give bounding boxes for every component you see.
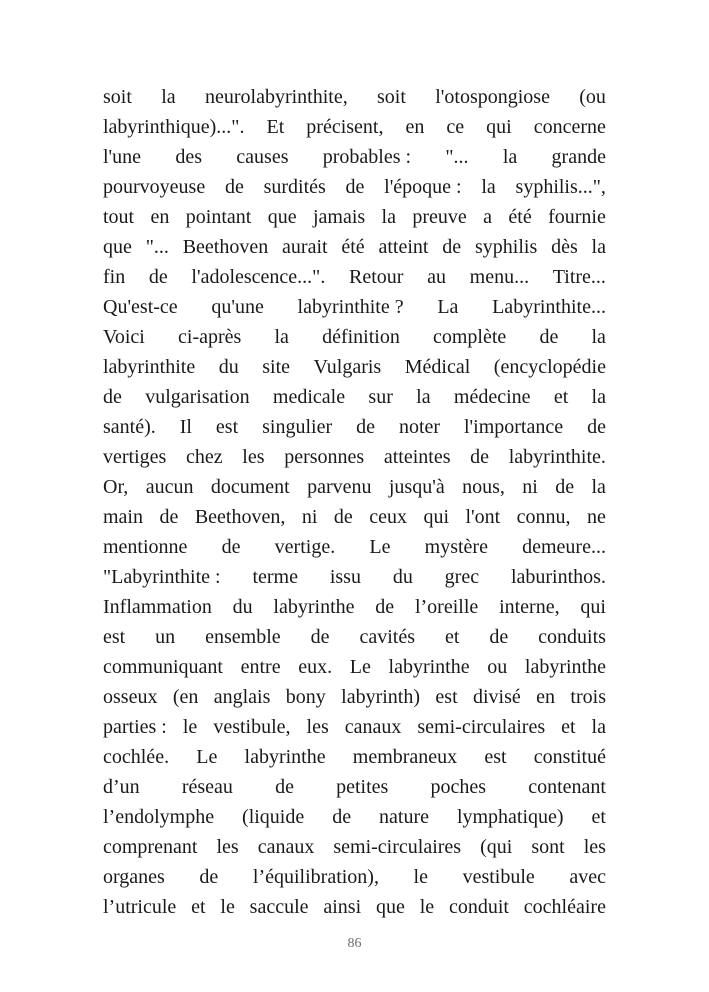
word: organes — [103, 866, 165, 888]
text-line — [103, 262, 606, 292]
word: labyrinthite ? — [297, 296, 404, 318]
word: Beethoven, — [194, 506, 286, 528]
word: divisé — [473, 686, 521, 708]
word: issu — [329, 566, 361, 588]
word: l’oreille — [414, 596, 479, 618]
word: Labyrinthite... — [492, 296, 606, 318]
word: vertiges — [103, 446, 167, 468]
word: le — [413, 866, 428, 888]
word: précisent, — [306, 116, 384, 138]
word: ci-après — [178, 326, 242, 348]
word: fournie — [548, 206, 606, 228]
word: la — [381, 206, 396, 228]
text-line — [103, 232, 606, 262]
word: l'une — [103, 146, 142, 168]
word: Or, — [103, 476, 129, 498]
word: la — [591, 476, 606, 498]
text-line — [103, 652, 606, 682]
word: sont — [531, 836, 565, 858]
word: anglais — [213, 686, 271, 708]
text-block — [103, 82, 606, 922]
word: cavités — [359, 626, 415, 648]
word: l'importance — [464, 416, 564, 438]
word: de — [332, 806, 352, 828]
word: labyrinthe — [244, 746, 326, 768]
word: "Labyrinthite : — [103, 566, 221, 588]
word: de — [221, 536, 241, 558]
word: membraneux — [352, 746, 458, 768]
word: d’un — [103, 776, 140, 798]
word: conduit — [448, 896, 509, 918]
text-line — [103, 622, 606, 652]
text-line — [103, 352, 606, 382]
word: constitué — [533, 746, 606, 768]
word: labyrinthe — [273, 596, 355, 618]
word: demeure... — [522, 536, 606, 558]
word: noter — [398, 416, 441, 438]
word: site — [262, 356, 291, 378]
word: document — [210, 476, 290, 498]
word: canaux — [257, 836, 315, 858]
word: de — [333, 506, 353, 528]
word: pourvoyeuse — [103, 176, 206, 198]
word: Le — [369, 536, 391, 558]
word: et — [553, 386, 569, 408]
word: aucun — [145, 476, 194, 498]
text-line — [103, 142, 606, 172]
word: terme — [252, 566, 298, 588]
word: ou — [487, 656, 508, 678]
word: main — [103, 506, 143, 528]
word: l’équilibration), — [252, 866, 379, 888]
word: sur — [368, 386, 393, 408]
word: l'ont — [465, 506, 501, 528]
word: (ou — [579, 86, 606, 108]
word: "... — [445, 146, 469, 168]
word: et — [591, 806, 606, 828]
word: l’utricule — [103, 896, 177, 918]
word: poches — [430, 776, 487, 798]
word: les — [242, 446, 265, 468]
word: la — [481, 176, 496, 198]
word: mystère — [424, 536, 488, 558]
word: la — [274, 326, 289, 348]
word: chez — [185, 446, 223, 468]
word: mentionne — [103, 536, 188, 558]
word: de — [442, 236, 462, 258]
word: l’endolymphe — [103, 806, 215, 828]
word: nature — [379, 806, 429, 828]
word: du — [232, 596, 253, 618]
word: ceux — [369, 506, 407, 528]
word: en — [150, 206, 170, 228]
word: complète — [432, 326, 507, 348]
text-line — [103, 682, 606, 712]
word: la — [502, 146, 518, 168]
text-line — [103, 772, 606, 802]
word: canaux — [344, 716, 402, 738]
word: qui — [580, 596, 606, 618]
word: labyrinthe — [524, 656, 606, 678]
text-line — [103, 862, 606, 892]
text-line — [103, 382, 606, 412]
word: vestibule — [462, 866, 535, 888]
word: syphilis — [475, 236, 538, 258]
word: labyrinthe — [388, 656, 470, 678]
word: Voici — [103, 326, 145, 348]
word: causes — [236, 146, 289, 168]
word: (encyclopédie — [493, 356, 606, 378]
word: ne — [587, 506, 606, 528]
word: de — [470, 446, 490, 468]
word: nous, — [462, 476, 505, 498]
word: grande — [551, 146, 606, 168]
word: médecine — [453, 386, 531, 408]
word: de — [199, 866, 219, 888]
word: est — [435, 686, 458, 708]
word: a — [483, 206, 493, 228]
word: de — [159, 506, 179, 528]
word: est — [484, 746, 507, 768]
word: parvenu — [307, 476, 372, 498]
word: cochlée. — [103, 746, 170, 768]
word: menu... — [469, 266, 530, 288]
word: vestibule, — [213, 716, 291, 738]
word: dès — [551, 236, 578, 258]
word: semi-circulaires — [417, 716, 546, 738]
word: du — [218, 356, 239, 378]
word: osseux — [103, 686, 158, 708]
word: de — [489, 626, 509, 648]
word: neurolabyrinthite, — [204, 86, 348, 108]
text-line — [103, 502, 606, 532]
word: de — [148, 266, 168, 288]
word: jamais — [312, 206, 366, 228]
word: Qu'est-ce — [103, 296, 178, 318]
word: aurait — [282, 236, 328, 258]
word: connu, — [516, 506, 571, 528]
word: interne, — [499, 596, 560, 618]
word: ni — [301, 506, 318, 528]
word: des — [175, 146, 202, 168]
text-line — [103, 172, 606, 202]
word: la — [416, 386, 431, 408]
word: la — [591, 716, 606, 738]
text-line — [103, 472, 606, 502]
word: la — [591, 236, 606, 258]
text-line — [103, 832, 606, 862]
word: jusqu'à — [388, 476, 445, 498]
word: l'otospongiose — [435, 86, 550, 108]
word: Le — [196, 746, 218, 768]
word: été — [341, 236, 365, 258]
word: conduits — [538, 626, 606, 648]
word: entre — [240, 656, 281, 678]
text-line — [103, 592, 606, 622]
word: ainsi — [323, 896, 362, 918]
text-line — [103, 442, 606, 472]
word: un — [155, 626, 176, 648]
word: soit — [103, 86, 132, 108]
word: le — [419, 896, 435, 918]
word: avec — [569, 866, 606, 888]
word: les — [306, 716, 329, 738]
word: la — [161, 86, 176, 108]
word: définition — [322, 326, 400, 348]
word: personnes — [284, 446, 365, 468]
word: semi-circulaires — [333, 836, 462, 858]
word: La — [437, 296, 459, 318]
text-line — [103, 802, 606, 832]
word: soit — [377, 86, 406, 108]
word: de — [345, 176, 365, 198]
word: labyrinth) — [341, 686, 421, 708]
word: en — [405, 116, 425, 138]
word: saccule — [249, 896, 309, 918]
word: l'adolescence...". — [191, 266, 326, 288]
word: la — [591, 326, 606, 348]
text-line — [103, 892, 606, 922]
word: cochléaire — [523, 896, 606, 918]
word: concerne — [533, 116, 606, 138]
word: Vulgaris — [313, 356, 382, 378]
word: labyrinthique)...". — [103, 116, 245, 138]
word: vertige. — [274, 536, 336, 558]
word: le — [220, 896, 235, 918]
word: petites — [336, 776, 389, 798]
word: lymphatique) — [456, 806, 564, 828]
word: que — [375, 896, 405, 918]
word: laburinthos. — [510, 566, 606, 588]
word: de — [587, 416, 606, 438]
word: du — [392, 566, 413, 588]
word: qui — [486, 116, 512, 138]
word: fin — [103, 266, 126, 288]
word: de — [356, 416, 375, 438]
text-line — [103, 322, 606, 352]
word: et — [444, 626, 460, 648]
page-number: 86 — [347, 936, 362, 951]
word: tout — [103, 206, 135, 228]
word: de — [555, 476, 575, 498]
text-line — [103, 712, 606, 742]
word: est — [103, 626, 126, 648]
word: ensemble — [205, 626, 281, 648]
word: que — [267, 206, 297, 228]
text-line — [103, 82, 606, 112]
word: "... — [145, 236, 169, 258]
word: été — [508, 206, 532, 228]
word: la — [591, 386, 606, 408]
word: de — [375, 596, 395, 618]
word: eux. — [298, 656, 333, 678]
word: (liquide — [242, 806, 305, 828]
word: Titre... — [552, 266, 606, 288]
word: singulier — [262, 416, 333, 438]
word: labyrinthite. — [508, 446, 606, 468]
word: Et — [266, 116, 285, 138]
word: (en — [172, 686, 199, 708]
word: Il — [179, 416, 192, 438]
word: atteint — [378, 236, 429, 258]
word: le — [182, 716, 198, 738]
word: ni — [522, 476, 538, 498]
word: de — [275, 776, 294, 798]
word: de — [103, 386, 122, 408]
word: (qui — [480, 836, 513, 858]
word: Le — [349, 656, 371, 678]
word: Retour — [349, 266, 404, 288]
word: les — [583, 836, 606, 858]
word: que — [103, 236, 132, 258]
text-line — [103, 562, 606, 592]
word: qui — [423, 506, 450, 528]
word: contenant — [528, 776, 606, 798]
word: santé). — [103, 416, 156, 438]
word: trois — [570, 686, 606, 708]
word: medicale — [272, 386, 346, 408]
word: vulgarisation — [145, 386, 250, 408]
word: Beethoven — [182, 236, 269, 258]
text-line — [103, 412, 606, 442]
text-line — [103, 112, 606, 142]
word: surdités — [263, 176, 326, 198]
word: Médical — [404, 356, 471, 378]
word: bony — [285, 686, 326, 708]
word: comprenant — [103, 836, 198, 858]
word: Inflammation — [103, 596, 212, 618]
word: en — [536, 686, 556, 708]
word: preuve — [412, 206, 467, 228]
word: qu'une — [211, 296, 264, 318]
word: et — [561, 716, 576, 738]
word: pointant — [185, 206, 252, 228]
word: et — [191, 896, 206, 918]
word: ce — [446, 116, 465, 138]
text-line — [103, 742, 606, 772]
word: syphilis...", — [515, 176, 606, 198]
word: est — [215, 416, 239, 438]
word: atteintes — [383, 446, 451, 468]
word: communiquant — [103, 656, 223, 678]
text-line — [103, 202, 606, 232]
word: de — [310, 626, 330, 648]
word: au — [427, 266, 446, 288]
word: grec — [444, 566, 480, 588]
word: réseau — [181, 776, 233, 798]
word: de — [539, 326, 559, 348]
word: de — [224, 176, 244, 198]
word: probables : — [322, 146, 412, 168]
word: labyrinthite — [103, 356, 196, 378]
text-line — [103, 532, 606, 562]
word: les — [216, 836, 239, 858]
text-line — [103, 292, 606, 322]
word: parties : — [103, 716, 167, 738]
word: l'époque : — [384, 176, 462, 198]
